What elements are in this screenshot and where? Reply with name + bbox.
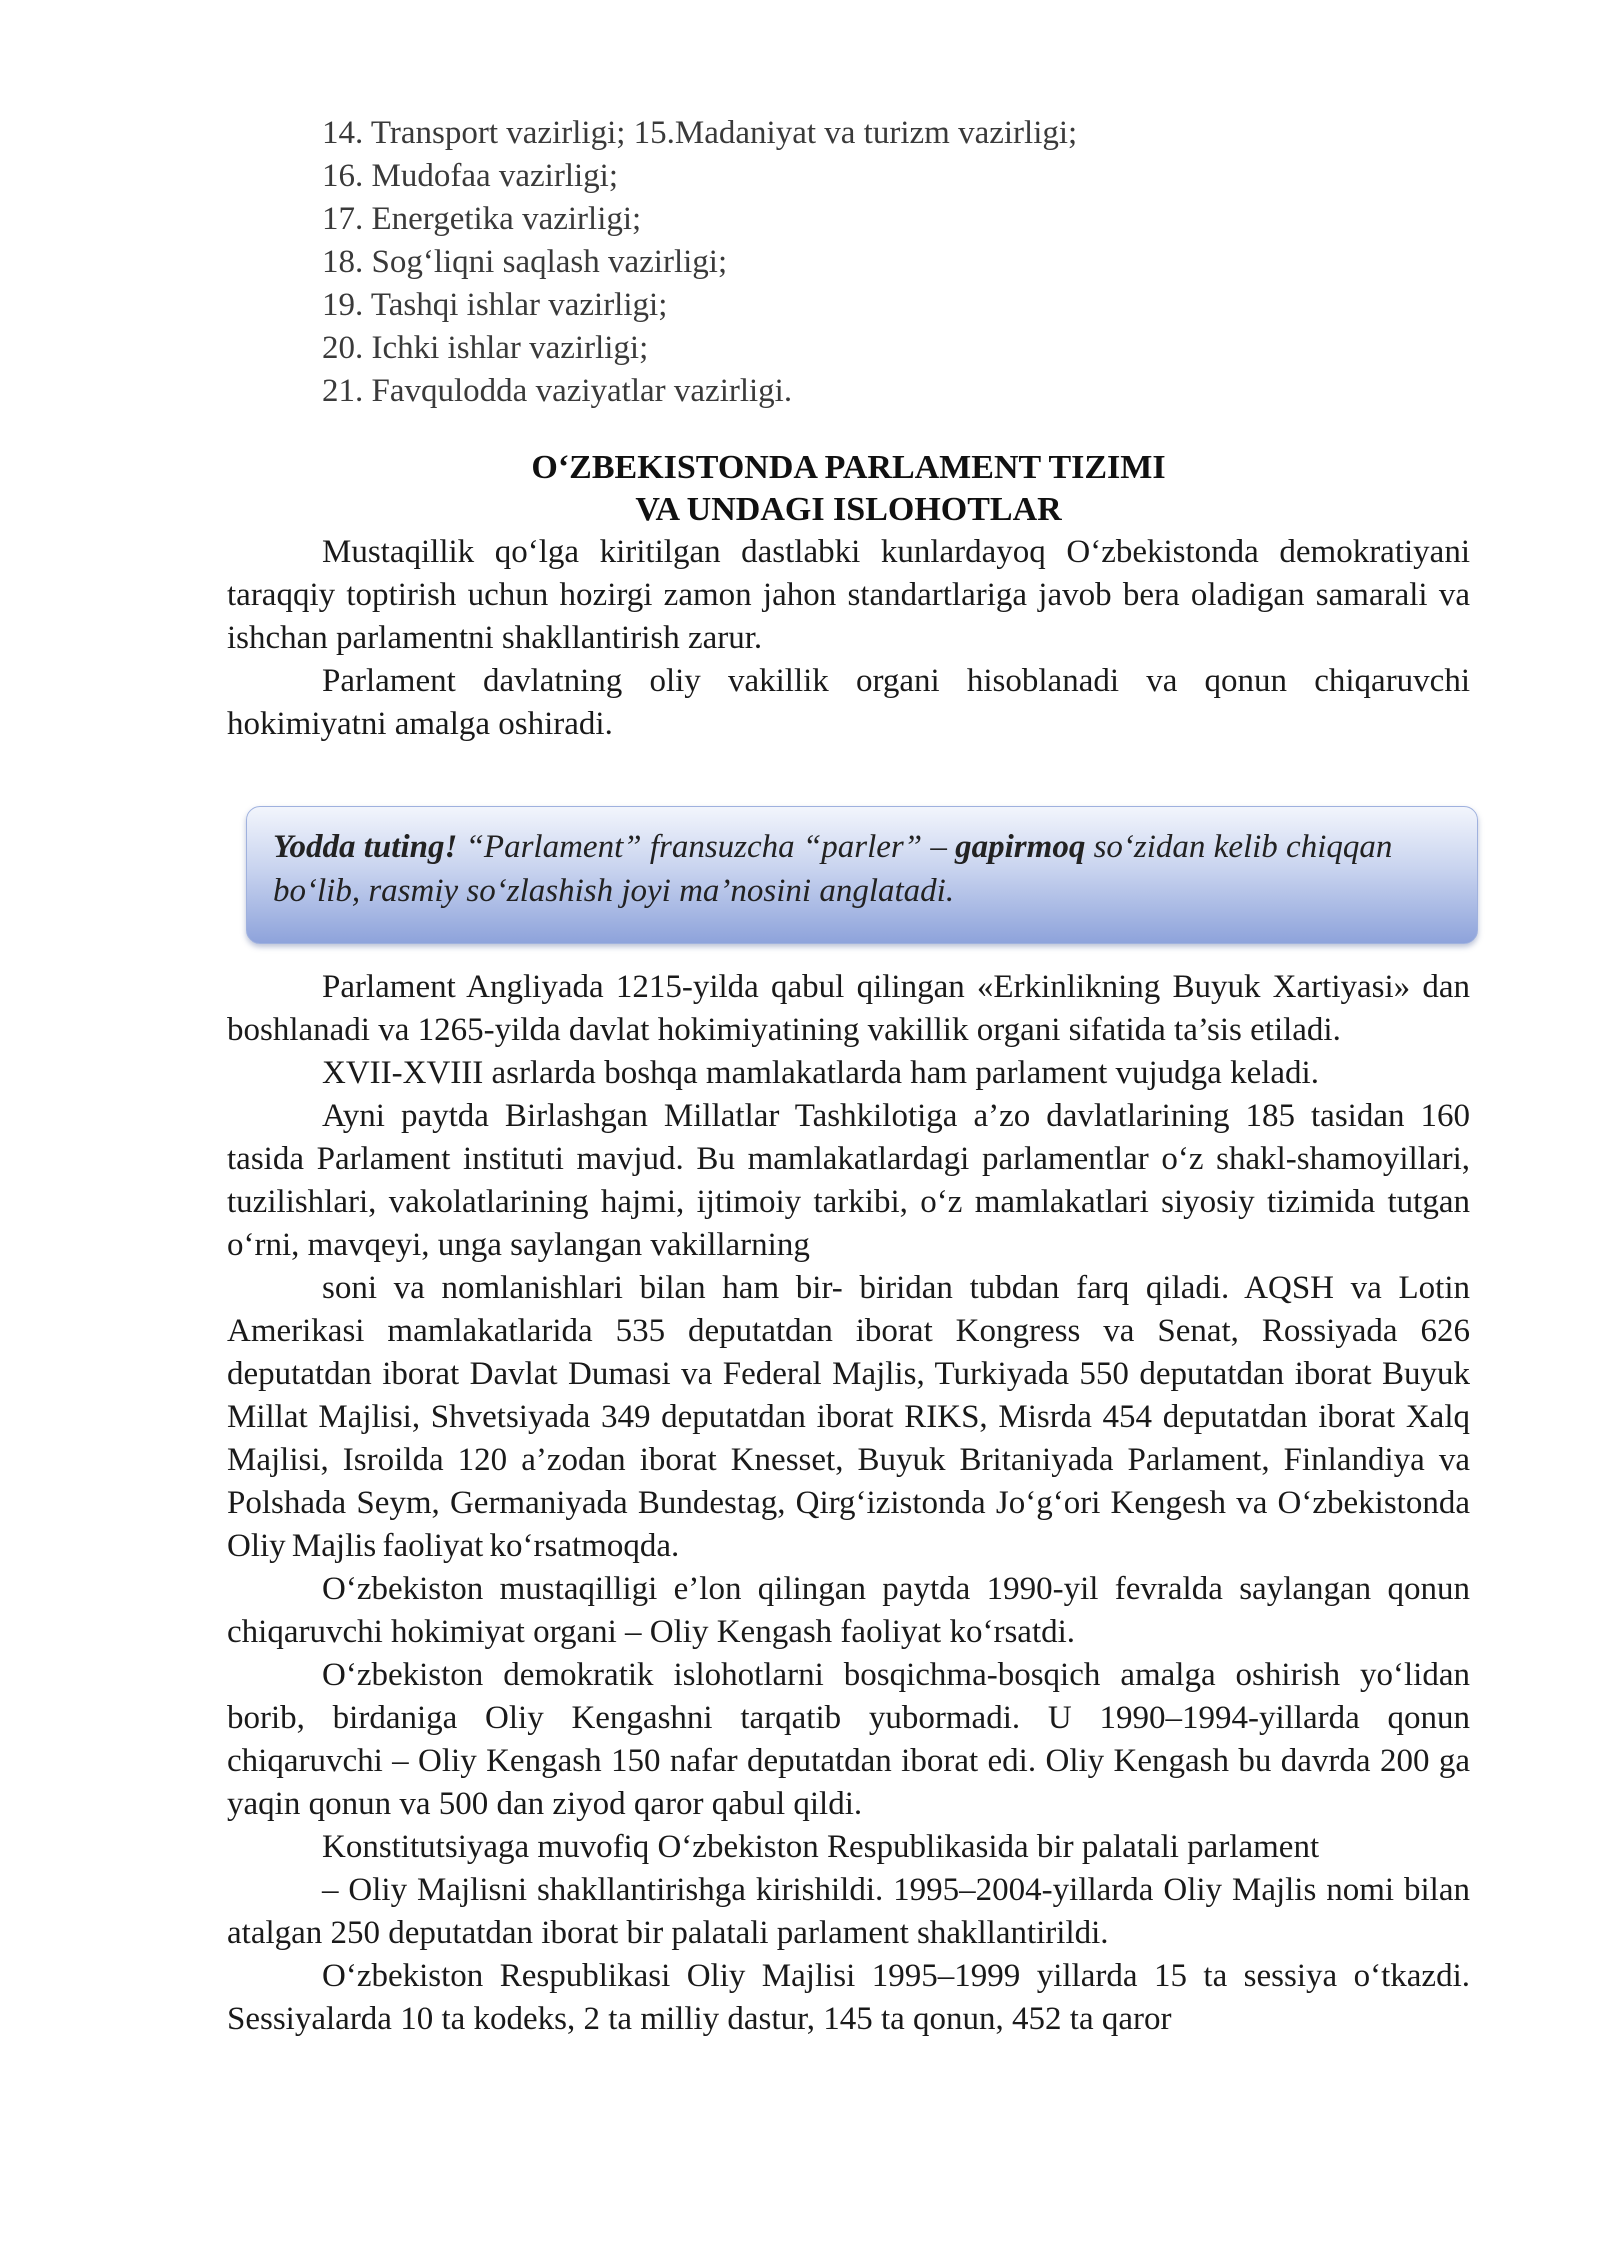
list-item: 16. Mudofaa vazirligi; xyxy=(322,158,619,194)
list-item: 21. Favqulodda vaziyatlar vazirligi. xyxy=(322,373,793,409)
paragraph: Konstitutsiyaga muvofiq O‘zbekiston Respublikasida bir palatali parlament xyxy=(322,1829,1320,1865)
list-item: 20. Ichki ishlar vazirligi; xyxy=(322,330,649,366)
paragraph: soni va nomlanishlari bilan ham bir- biridan tubdan farq qiladi. AQSH va Lotin Amerikasi mamlakatlarida 535 deputatdan iborat Kongress va Senat, Rossiyada 626 deputatdan iborat Davlat Dumasi va Federal Majlis, Turkiyada 550 deputatdan iborat Buyuk Millat Majlisi, Shvetsiyada 349 deputatdan iborat RIKS, Misrda 454 deputatdan iborat Xalq Majlisi, Isroilda 120 a’zodan iborat Knesset, Buyuk Britaniyada Parlament, Finlandiya va Polshada Seym, Germaniyada Bundestag, Qirg‘izistonda Jo‘g‘ori Kengesh va O‘zbekistonda Oliy Majlis faoliyat ko‘rsatmoqda. xyxy=(227,1270,1470,1564)
paragraph: Mustaqillik qo‘lga kiritilgan dastlabki kunlardayoq O‘zbekistonda demokratiyani taraqqiy toptirish uchun hozirgi zamon jahon standartlariga javob bera oladigan samarali va ishchan parlamentni shakllantirish zarur. xyxy=(227,534,1470,656)
callout-text xyxy=(273,825,1453,913)
list-item: 18. Sog‘liqni saqlash vazirligi; xyxy=(322,244,728,280)
heading-line-1: O‘ZBEKISTONDA PARLAMENT TIZIMI xyxy=(531,449,1166,486)
paragraph: Parlament Angliyada 1215-yilda qabul qilingan «Erkinlikning Buyuk Xartiyasi» dan boshlanadi va 1265-yilda davlat hokimiyatining vakillik organi sifatida ta’sis etiladi. xyxy=(227,969,1470,1048)
paragraph: O‘zbekiston Respublikasi Oliy Majlisi 1995–1999 yillarda 15 ta sessiya o‘tkazdi. Sessiyalarda 10 ta kodeks, 2 ta milliy dastur, 145 ta qonun, 452 ta qaror xyxy=(227,1958,1470,2037)
paragraph: O‘zbekiston demokratik islohotlarni bosqichma-bosqich amalga oshirish yo‘lidan borib, birdaniga Oliy Kengashni tarqatib yubormadi. U 1990–1994-yillarda qonun chiqaruvchi – Oliy Kengash 150 nafar deputatdan iborat edi. Oliy Kengash bu davrda 200 ga yaqin qonun va 500 dan ziyod qaror qabul qildi. xyxy=(227,1657,1470,1822)
heading-line-2: VA UNDAGI ISLOHOTLAR xyxy=(635,491,1062,528)
section-heading xyxy=(227,447,1470,531)
callout-text-before: “Parlament” fransuzcha “parler” – xyxy=(457,829,956,865)
paragraph: O‘zbekiston mustaqilligi e’lon qilingan paytda 1990-yil fevralda saylangan qonun chiqaruvchi hokimiyat organi – Oliy Kengash faoliyat ko‘rsatdi. xyxy=(227,1571,1470,1650)
list-item: 14. Transport vazirligi; 15.Madaniyat va turizm vazirligi; xyxy=(322,115,1078,151)
ministry-list xyxy=(322,112,1470,413)
paragraph: – Oliy Majlisni shakllantirishga kirishildi. 1995–2004-yillarda Oliy Majlis nomi bilan atalgan 250 deputatdan iborat bir palatali parlament shakllantirildi. xyxy=(227,1872,1470,1951)
paragraph: Parlament davlatning oliy vakillik organi hisoblanadi va qonun chiqaruvchi hokimiyatni amalga oshiradi. xyxy=(227,663,1470,742)
callout-lead: Yodda tuting! xyxy=(273,829,458,865)
page-content xyxy=(227,112,1470,2041)
paragraph: XVII-XVIII asrlarda boshqa mamlakatlarda ham parlament vujudga keladi. xyxy=(322,1055,1319,1091)
list-item: 17. Energetika vazirligi; xyxy=(322,201,642,237)
reminder-callout-box xyxy=(246,806,1478,944)
list-item: 19. Tashqi ishlar vazirligi; xyxy=(322,287,668,323)
callout-text-after: so‘zidan kelib chiqqan bo‘lib, rasmiy so‘zlashish joyi ma’nosini anglatadi. xyxy=(273,829,1393,909)
callout-emphasis: gapirmoq xyxy=(955,829,1086,865)
paragraph: Ayni paytda Birlashgan Millatlar Tashkilotiga a’zo davlatlarining 185 tasidan 160 tasida Parlament instituti mavjud. Bu mamlakatlardagi parlamentlar o‘z shakl-shamoyillari, tuzilishlari, vakolatlarining hajmi, ijtimoiy tarkibi, o‘z mamlakatlari siyosiy tizimida tutgan o‘rni, mavqeyi, unga saylangan vakillarning xyxy=(227,1098,1470,1263)
